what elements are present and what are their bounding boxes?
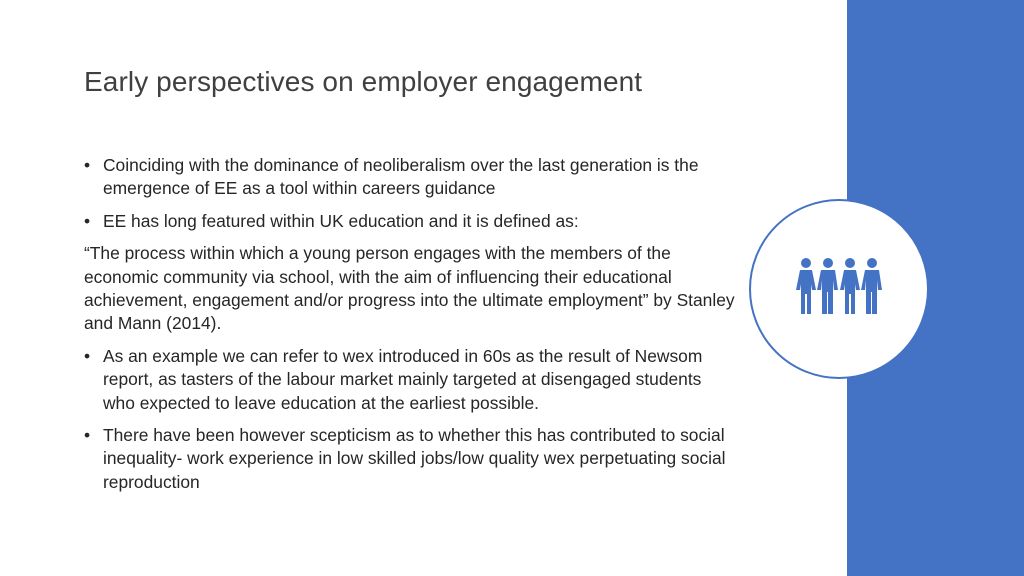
bullet-dot: • — [84, 425, 91, 446]
bullet-item — [84, 210, 736, 233]
bullet-dot: • — [84, 210, 91, 231]
bullet-text: EE has long featured within UK education and it is defined as: — [103, 210, 579, 231]
bullet-text: Coinciding with the dominance of neoliberalism over the last generation is the emergence of EE as a tool within careers guidance — [103, 155, 699, 199]
bullet-item — [84, 345, 736, 415]
slide-title: Early perspectives on employer engagement — [84, 66, 643, 97]
bullet-dot: • — [84, 155, 91, 175]
bullet-text: There have been however scepticism as to whether this has contributed to social inequality- work experience in low skilled jobs/low quality wex perpetuating social reproduction — [103, 425, 726, 492]
slide-body — [84, 154, 736, 503]
bullet-item — [84, 424, 736, 494]
bullet-item — [84, 154, 736, 201]
bullet-text: As an example we can refer to wex introduced in 60s as the result of Newsom report, as tasters of the labour market mainly targeted at disengaged students who expected to leave education at the earliest possible. — [103, 345, 703, 413]
bullet-dot: • — [84, 345, 91, 366]
people-group-icon — [795, 257, 883, 321]
definition-quote: “The process within which a young person engages with the members of the economic community via school, with the aim of influencing their educational achievement, engagement and/or progress into the ultimate employment” by Stanley and Mann (2014). — [84, 243, 735, 334]
